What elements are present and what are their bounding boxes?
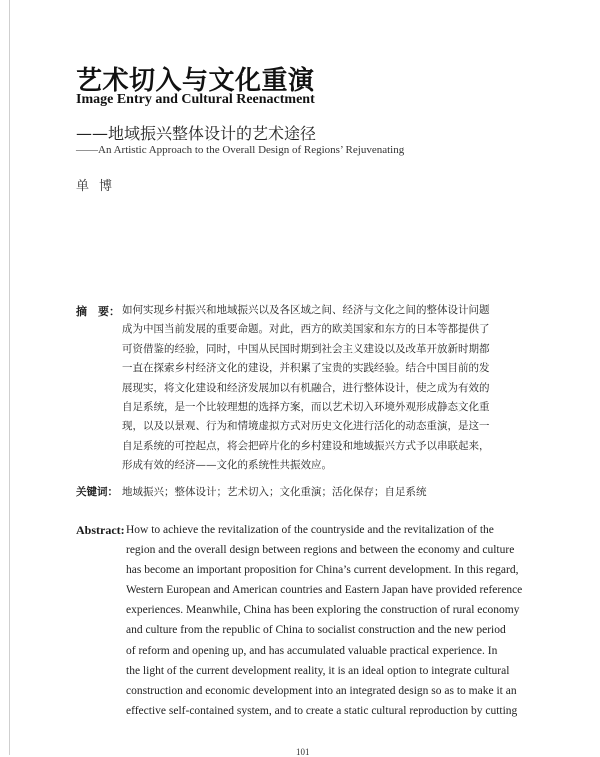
abstract-line: 可资借鉴的经验，同时，中国从民国时期到社会主义建设以及改革开放新时期都	[122, 342, 490, 355]
abstract-line: and culture from the republic of China to socialist construction and the new period	[126, 624, 506, 637]
abstract-line: 形成有效的经济——文化的系统性共振效应。	[122, 459, 332, 472]
abstract-line: experiences. Meanwhile, China has been exploring the construction of rural economy	[126, 604, 520, 617]
abstract-line: the light of the current development reality, it is an ideal option to integrate cultural	[126, 664, 510, 677]
abstract-line: 成为中国当前发展的重要命题。对此，西方的欧美国家和东方的日本等都提供了	[122, 323, 490, 336]
page-edge	[0, 0, 10, 755]
abstract-line: 如何实现乡村振兴和地域振兴以及各区域之间、经济与文化之间的整体设计问题	[122, 304, 490, 316]
keywords-label: 关键词：	[76, 486, 118, 498]
abstract-line: construction and economic development into an integrated design so as to make it an	[126, 684, 517, 697]
abstract-line: of reform and opening up, and has accumulated valuable practical experience. In	[126, 644, 498, 657]
abstract-line: 展现实，将文化建设和经济发展加以有机融合，进行整体设计，使之成为有效的	[122, 381, 490, 394]
abstract-body-chinese	[122, 303, 490, 478]
title-english: Image Entry and Cultural Reenactment	[76, 92, 315, 107]
page-number: 101	[296, 747, 310, 757]
abstract-line: 一直在探索乡村经济文化的建设，并积累了宝贵的实践经验。结合中国目前的发	[122, 362, 490, 375]
keywords-text: 地域振兴；整体设计；艺术切入；文化重演；活化保存；自足系统	[122, 486, 427, 498]
abstract-label-english: Abstract:	[76, 523, 125, 537]
abstract-line: region and the overall design between regions and between the economy and culture	[126, 544, 515, 557]
abstract-line: effective self-contained system, and to create a static cultural reproduction by cutting	[126, 704, 518, 717]
subtitle-chinese: ——地域振兴整体设计的艺术途径	[76, 124, 317, 143]
abstract-line: 自足系统的可控起点，将会把碎片化的乡村建设和地域振兴方式予以串联起来，	[122, 439, 490, 452]
title-chinese: 艺术切入与文化重演	[76, 66, 315, 96]
abstract-label-chinese: 摘 要：	[76, 305, 120, 318]
abstract-line: has become an important proposition for China’s current development. In this regard,	[126, 564, 519, 577]
abstract-line: How to achieve the revitalization of the countryside and the revitalization of the	[126, 524, 494, 536]
subtitle-english: ——An Artistic Approach to the Overall Design of Regions’ Rejuvenating	[76, 144, 405, 156]
abstract-body-english	[126, 523, 522, 724]
author-name: 单博	[76, 179, 123, 194]
abstract-line: 自足系统，是一个比较理想的选择方案，而以艺术切入环境外观形成静态文化重	[122, 400, 490, 413]
abstract-line: 现，以及以景观、行为和情境虚拟方式对历史文化进行活化的动态重演，是这一	[122, 420, 490, 433]
abstract-line: Western European and American countries and Eastern Japan have provided reference	[126, 584, 523, 597]
